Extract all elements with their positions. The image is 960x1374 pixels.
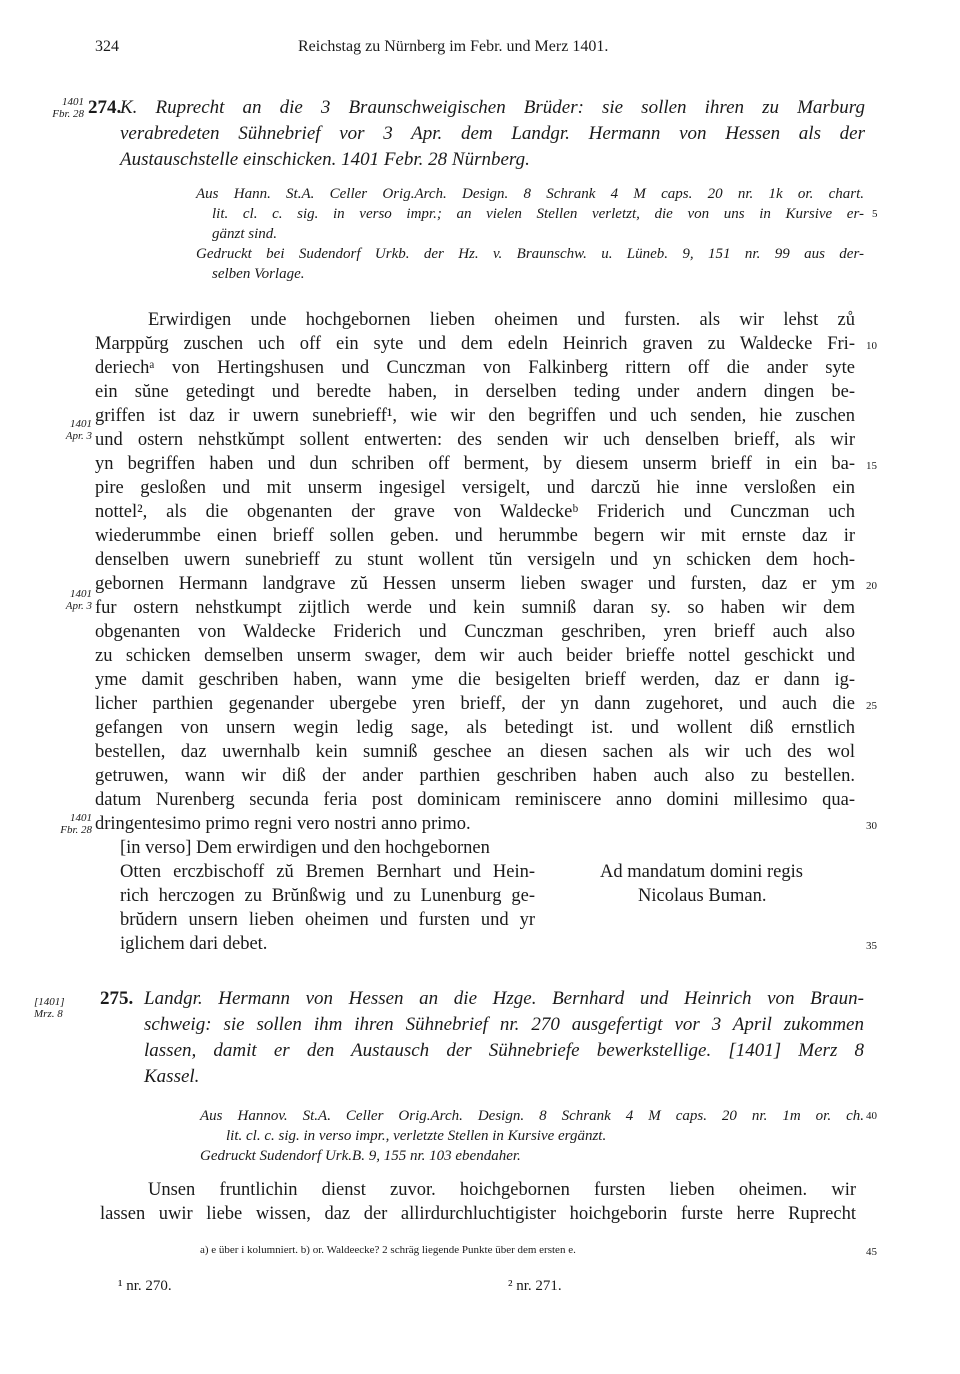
margin-date-day: Fbr. 28 (52, 108, 84, 120)
document-title-line: Kassel. (144, 1066, 200, 1087)
margin-date (40, 418, 92, 442)
document-title-line: Landgr. Hermann von Hessen an die Hzge. Bernhard und Heinrich von Braun- (144, 988, 864, 1009)
margin-date-day: Fbr. 28 (60, 824, 92, 836)
margin-date-year: [1401] (34, 996, 65, 1008)
line-number: 40 (866, 1110, 877, 1122)
line-number: 35 (866, 940, 877, 952)
source-line: gänzt sind. (212, 226, 278, 242)
address-line: rich herczogen zu Brŭnßwig und zu Lunenburg ge- (120, 886, 535, 906)
letter-line: Erwirdigen unde hochgebornen lieben oheimen und fursten. als wir lehst zů (148, 310, 855, 330)
letter-line: gebornen Hermann landgrave zŭ Hessen unserm lieben swager und fursten, daz er ym (95, 574, 855, 594)
source-line: lit. cl. c. sig. in verso impr.; an vielen Stellen verletzt, die von uns in Kursive er- (212, 206, 864, 222)
letter-line: datum Nurenberg secunda feria post dominicam reminiscere anno domini millesimo qua- (95, 790, 855, 810)
letter-line: dringentesimo primo regni vero nostri anno primo. (95, 814, 471, 834)
line-number: 15 (866, 460, 877, 472)
subscription-line: Nicolaus Buman. (638, 886, 767, 906)
line-number: 5 (872, 208, 878, 220)
document-title-line: lassen, damit er den Austausch der Sühnebriefe bewerkstellige. [1401] Merz 8 (144, 1040, 864, 1061)
margin-date-year: 1401 (70, 588, 92, 600)
margin-date (40, 96, 84, 120)
address-line: Otten erczbischoff zŭ Bremen Bernhart und Hein- (120, 862, 535, 882)
letter-line: zu schicken demselben unserm swager, dem wir auch beider brieffe nottel geschickt und (95, 646, 855, 666)
margin-date-year: 1401 (70, 418, 92, 430)
letter-line: yn begriffen haben und dun schriben off berment, by diesem unserm brieff in ein ba- (95, 454, 855, 474)
letter-line: lassen uwir liebe wissen, daz der allirdurchluchtigister hoichgeborin furste herre Ruprecht (100, 1204, 856, 1224)
margin-date (34, 996, 80, 1020)
margin-date-year: 1401 (70, 812, 92, 824)
letter-line: griffen ist daz ir uwern sunebrieff¹, wie wir den begriffen und uch senden, hie zuschen (95, 406, 855, 426)
critical-apparatus: a) e über i kolumniert. b) or. Waldeecke? 2 schräg liegende Punkte über dem ersten e. (200, 1244, 576, 1256)
document-number: 274. (88, 97, 122, 118)
running-title: Reichstag zu Nürnberg im Febr. und Merz 1401. (298, 38, 609, 55)
document-number: 275. (100, 988, 134, 1009)
source-line: Gedruckt bei Sudendorf Urkb. der Hz. v. Braunschw. u. Lüneb. 9, 151 nr. 99 aus der- (196, 246, 864, 262)
letter-line: Unsen fruntlichin dienst zuvor. hoichgebornen fursten lieben oheimen. wir (148, 1180, 856, 1200)
address-line: [in verso] Dem erwirdigen und den hochgebornen (120, 838, 490, 858)
subscription-line: Ad mandatum domini regis (600, 862, 803, 882)
footnote: ¹ nr. 270. (118, 1278, 172, 1294)
letter-line: Marppŭrg zuschen uch off ein syte und dem edeln Heinrich graven zu Waldecke Fri- (95, 334, 855, 354)
margin-date (40, 812, 92, 836)
letter-line: licher parthien gegenander ubergebe yren brieff, der yn dann zugehoret, und auch die (95, 694, 855, 714)
letter-line: deriechᵃ von Hertingshusen und Cunczman von Falkinberg rittern off die ander syte (95, 358, 855, 378)
letter-line: yme damit geschriben haben, wann yme die besigelten brieff werden, daz er dann ig- (95, 670, 855, 690)
address-line: iglichem dari debet. (120, 934, 268, 954)
document-title-line: schweig: sie sollen ihm ihren Sühnebrief nr. 270 ausgefertigt vor 3 April zukommen (144, 1014, 864, 1035)
letter-line: und ostern nehstkŭmpt sollent entwerten: des senden wir uch denselben brieff, als wir (95, 430, 855, 450)
line-number: 10 (866, 340, 877, 352)
line-number: 30 (866, 820, 877, 832)
letter-line: obgenanten von Waldecke Friderich und Cunczman geschriben, yren brieff auch also (95, 622, 855, 642)
letter-line: pire gesloßen und mit unserm ingesigel versigelt, und darczŭ hie inne versloßen ein (95, 478, 855, 498)
margin-date-day: Apr. 3 (65, 430, 92, 442)
document-title-line: Austauschstelle einschicken. 1401 Febr. 28 Nürnberg. (120, 149, 530, 170)
letter-line: wiederummbe einen brieff sollen geben. und herummbe begern wir mit ernste daz ir (95, 526, 855, 546)
margin-date-year: 1401 (62, 96, 84, 108)
letter-line: getruwen, wann wir diß der ander parthien geschriben haben auch also zu bestellen. (95, 766, 855, 786)
page-number: 324 (95, 38, 119, 55)
letter-line: ein sŭne getedingt und beredte haben, in derselben teding under andern dingen be- (95, 382, 855, 402)
source-line: lit. cl. c. sig. in verso impr., verletzte Stellen in Kursive ergänzt. (226, 1128, 607, 1144)
letter-line: fur ostern nehstkumpt zijtlich werde und kein sumniß daran sy. so haben wir dem (95, 598, 855, 618)
document-title-line: verabredeten Sühnebrief vor 3 Apr. dem Landgr. Hermann von Hessen als der (120, 123, 865, 144)
source-line: Gedruckt Sudendorf Urk.B. 9, 155 nr. 103 ebendaher. (200, 1148, 521, 1164)
letter-line: denselben uwern sunebrieff zu stunt wollent tŭn versigeln und yn schicken dem hoch- (95, 550, 855, 570)
line-number: 25 (866, 700, 877, 712)
footnote: ² nr. 271. (508, 1278, 562, 1294)
source-line: Aus Hannov. St.A. Celler Orig.Arch. Design. 8 Schrank 4 M caps. 20 nr. 1m or. ch. (200, 1108, 864, 1124)
source-line: Aus Hann. St.A. Celler Orig.Arch. Design. 8 Schrank 4 M caps. 20 nr. 1k or. chart. (196, 186, 864, 202)
letter-line: gefangen von unsern wegin ledig sage, als betedingt ist. und wollent diß ernstlich (95, 718, 855, 738)
address-line: brŭdern unsern lieben oheimen und fursten und yr (120, 910, 535, 930)
source-line: selben Vorlage. (212, 266, 305, 282)
margin-date (40, 588, 92, 612)
line-number: 20 (866, 580, 877, 592)
margin-date-day: Mrz. 8 (34, 1008, 63, 1020)
line-number: 45 (866, 1246, 877, 1258)
letter-line: nottel², als die obgenanten der grave von Waldeckeᵇ Friderich und Cunczman uch (95, 502, 855, 522)
letter-line: bestellen, daz uwernhalb kein sumniß geschee an diesen sachen als wir uch des wol (95, 742, 855, 762)
document-title-line: K. Ruprecht an die 3 Braunschweigischen Brüder: sie sollen ihren zu Marburg (120, 97, 865, 118)
margin-date-day: Apr. 3 (65, 600, 92, 612)
